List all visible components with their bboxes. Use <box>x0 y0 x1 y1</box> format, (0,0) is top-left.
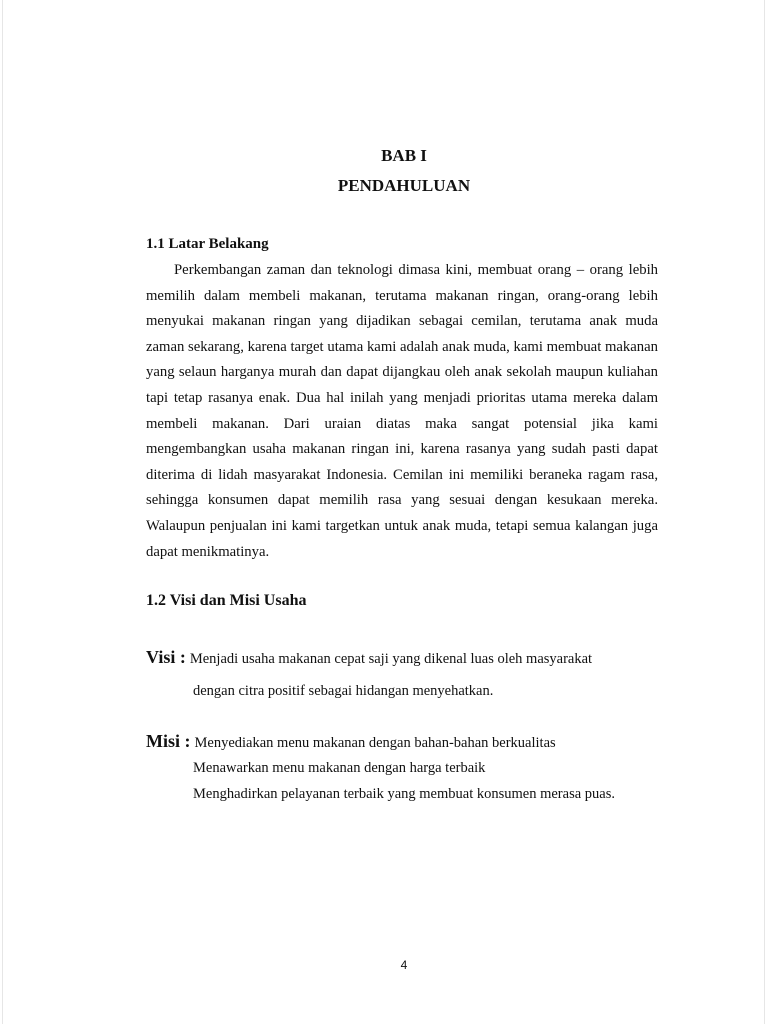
misi-item: Menawarkan menu makanan dengan harga terbaik <box>193 760 486 776</box>
visi-text-line1: Menjadi usaha makanan cepat saji yang dikenal luas oleh masyarakat <box>189 651 593 667</box>
misi-item: Menyediakan menu makanan dengan bahan-bahan berkualitas <box>194 735 556 751</box>
section-heading-visi-misi: 1.2 Visi dan Misi Usaha <box>146 592 307 609</box>
misi-item: Menghadirkan pelayanan terbaik yang membuat konsumen merasa puas. <box>193 786 615 802</box>
section-heading-latar-belakang: 1.1 Latar Belakang <box>146 236 269 252</box>
page-number: 4 <box>400 958 408 972</box>
visi-label: Visi : <box>146 647 186 667</box>
chapter-title: PENDAHULUAN <box>337 176 471 195</box>
misi-label: Misi : <box>146 731 191 751</box>
background-paragraph: Perkembangan zaman dan teknologi dimasa kini, membuat orang – orang lebih memilih dalam membeli makanan, terutama makanan ringan, orang-orang lebih menyukai makanan ringan yang dijadikan sebagai cemilan, terutama anak muda zaman sekarang, karena target utama kami adalah anak muda, kami membuat makanan yang selaun harganya murah dan dapat dijangkau oleh anak sekolah maupun kuliahan tapi tetap rasanya enak. Dua hal inilah yang menjadi prioritas utama mereka dalam membeli makanan. Dari uraian diatas maka sangat potensial jika kami mengembangkan usaha makanan ringan ini, karena rasanya yang sudah pasti dapat diterima di lidah masyarakat Indonesia. Cemilan ini memiliki beraneka ragam rasa, sehingga konsumen dapat memilih rasa yang sesuai dengan kesukaan mereka. Walaupun penjualan ini kami targetkan untuk anak muda, tetapi semua kalangan juga dapat menikmatinya. <box>146 262 658 560</box>
chapter-number: BAB I <box>381 146 427 165</box>
visi-text-line2: dengan citra positif sebagai hidangan menyehatkan. <box>193 683 494 699</box>
misi-block <box>146 731 556 752</box>
visi-block <box>146 647 592 668</box>
